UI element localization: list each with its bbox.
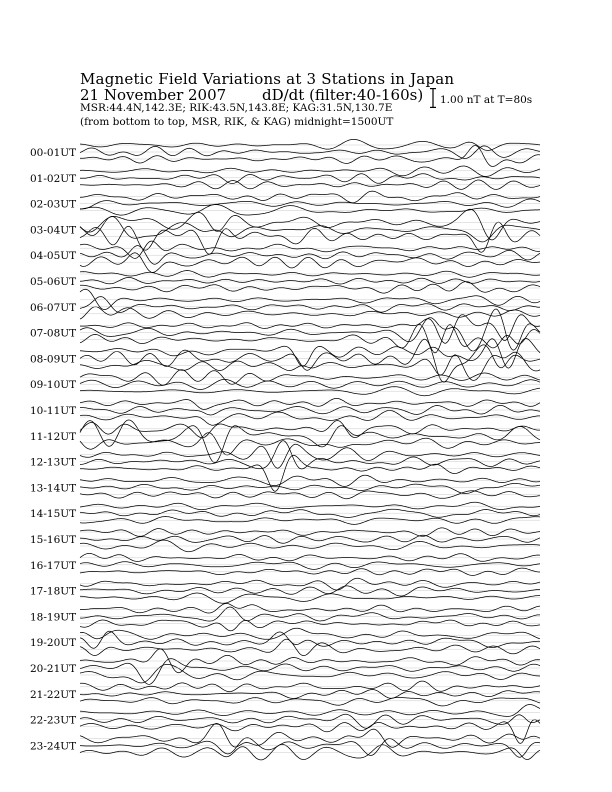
hour-row [30,166,540,189]
trace-kag [80,628,540,639]
trace-msr [80,307,540,319]
hour-row [30,441,540,495]
hour-label: 03-04UT [30,224,77,237]
station-order-note: (from bottom to top, MSR, RIK, & KAG) midnight=1500UT [80,116,394,128]
hour-label: 18-19UT [30,611,77,624]
chart-component: dD/dt (filter:40-160s) [262,86,424,104]
hour-label: 13-14UT [30,482,77,495]
trace-msr [80,593,540,603]
hour-label: 04-05UT [30,250,77,263]
hour-label: 07-08UT [30,327,77,340]
trace-rik [80,714,540,728]
trace-kag [80,166,540,177]
hour-row [30,475,540,499]
hour-label: 17-18UT [30,585,77,598]
trace-rik [80,216,540,242]
trace-msr [80,664,540,683]
chart-title: Magnetic Field Variations at 3 Stations in Japan [80,70,455,88]
trace-rik [80,405,540,415]
scale-label: 1.00 nT at T=80s [440,94,533,106]
trace-msr [80,517,540,525]
hour-row [30,398,540,425]
hour-label: 14-15UT [30,508,77,521]
hour-row [30,723,540,760]
chart-date: 21 November 2007 [80,86,227,104]
hour-label: 20-21UT [30,663,77,675]
hour-row [30,241,540,272]
hour-label: 09-10UT [30,379,77,392]
trace-msr [80,411,540,426]
hour-row [30,628,540,655]
trace-rik [80,174,540,184]
station-coordinates: MSR:44.4N,142.3E; RIK:43.5N,143.8E; KAG:31.5N,130.7E [80,102,393,114]
trace-rik [80,631,540,648]
hour-row [30,578,540,603]
hour-row [30,209,540,254]
hour-row [30,370,540,396]
trace-rik [80,297,540,313]
hour-row [30,139,540,166]
hour-label: 12-13UT [30,456,77,469]
trace-rik [80,483,540,493]
hour-label: 01-02UT [30,172,77,185]
trace-kag [80,603,540,613]
hour-label: 02-03UT [30,198,77,211]
trace-msr [80,744,540,760]
hour-label: 10-11UT [30,405,77,417]
hour-label: 23-24UT [30,740,77,753]
trace-rik [80,738,540,757]
hour-label: 05-06UT [30,276,77,288]
hour-row [30,271,540,294]
trace-kag [80,315,540,344]
trace-rik [80,535,540,543]
hour-row [30,191,540,215]
hour-row [30,603,540,630]
trace-kag [80,289,540,309]
trace-msr [80,253,540,273]
trace-msr [80,222,540,254]
trace-kag [80,370,540,386]
trace-msr [80,697,540,706]
trace-kag [80,705,540,717]
hour-row [30,502,540,524]
trace-msr [80,433,540,455]
trace-kag [80,191,540,203]
hour-label: 16-17UT [30,559,77,572]
trace-kag [80,241,540,258]
hour-label: 11-12UT [30,430,77,443]
trace-rik [80,586,540,596]
trace-kag [80,723,540,747]
trace-msr [80,205,540,216]
hour-label: 00-01UT [30,147,77,159]
trace-kag [80,578,540,590]
trace-rik [80,562,540,570]
trace-msr [80,720,540,744]
trace-kag [80,553,540,561]
hour-row [30,553,540,575]
hour-label: 21-22UT [30,688,77,701]
trace-kag [80,398,540,409]
hour-row [30,528,540,552]
trace-msr [80,491,540,499]
hour-label: 22-23UT [30,714,77,727]
hour-row [30,681,540,706]
hour-row [30,649,540,685]
hour-label: 08-09UT [30,353,77,366]
hour-label: 06-07UT [30,301,77,314]
trace-rik [80,379,540,389]
trace-kag [80,444,540,468]
hour-label: 19-20UT [30,637,77,650]
trace-rik [80,278,540,285]
trace-msr [80,620,540,631]
hour-label: 15-16UT [30,534,77,546]
trace-kag [80,681,540,692]
